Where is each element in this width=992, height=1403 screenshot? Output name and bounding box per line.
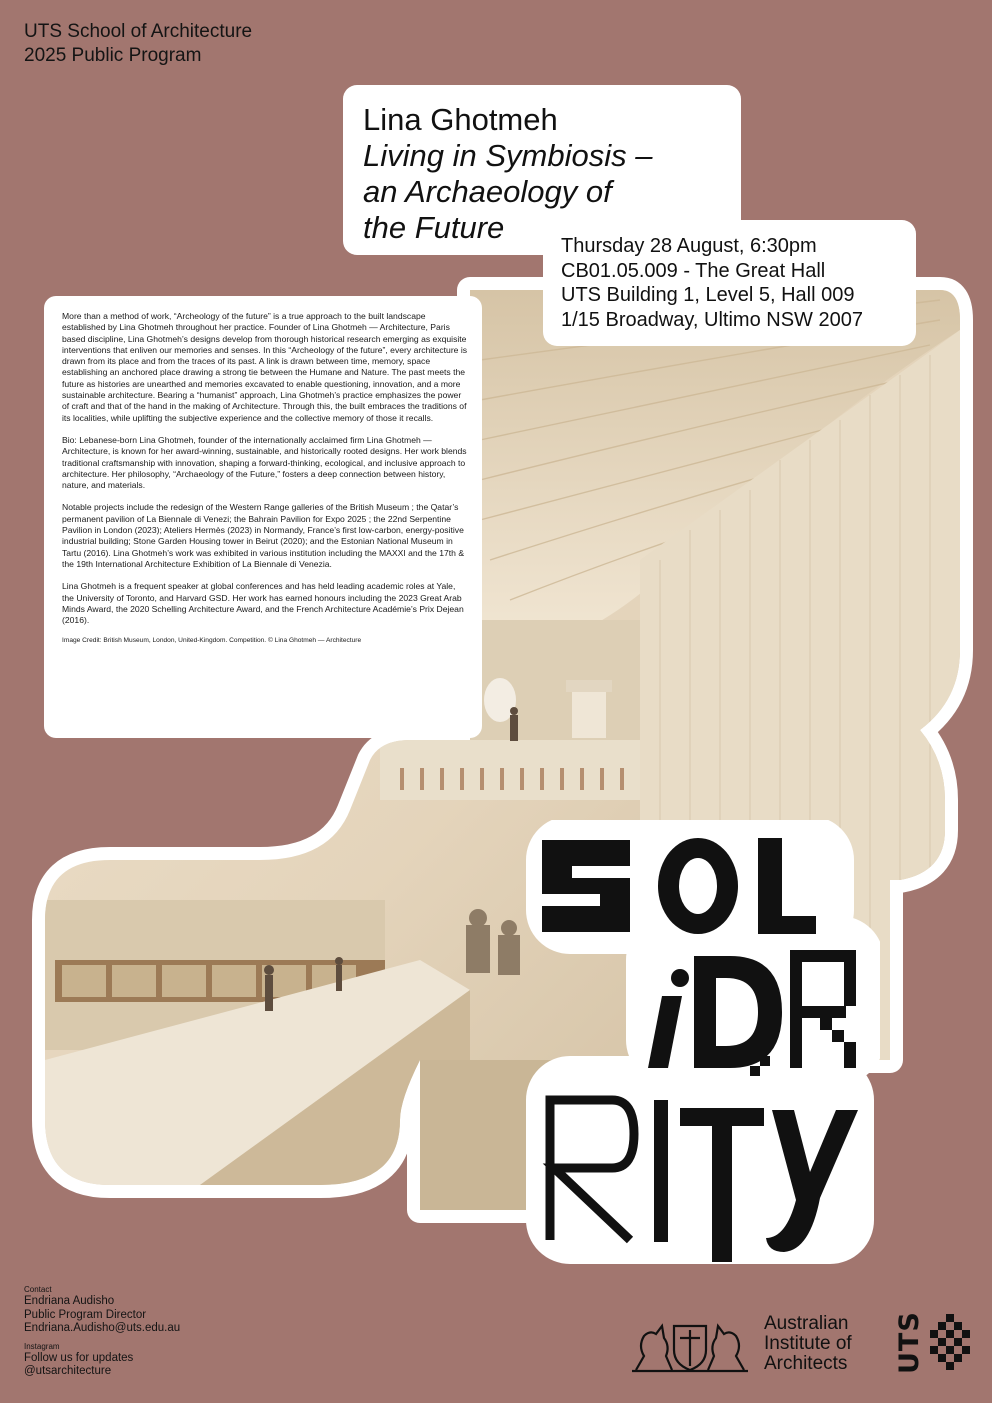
uts-logo-icon xyxy=(930,1314,970,1372)
aia-line-2: Institute of xyxy=(764,1333,852,1354)
event-building: UTS Building 1, Level 5, Hall 009 xyxy=(561,284,855,306)
image-credit: Image Credit: British Museum, London, United-Kingdom. Competition. © Lina Ghotmeh — Architecture xyxy=(62,637,362,645)
contact-label: Contact xyxy=(24,1285,52,1294)
contact-role: Public Program Director xyxy=(24,1308,147,1321)
uts-wordmark: UTS xyxy=(894,1311,925,1374)
solidarity-graphic xyxy=(520,820,880,1270)
speaker-name: Lina Ghotmeh xyxy=(363,102,558,137)
aia-wordmark xyxy=(764,1314,852,1374)
aia-crest-logo xyxy=(630,1316,750,1374)
bio-paragraph: Lina Ghotmeh is a frequent speaker at global conferences and has held leading academic roles at Yale, the University of Toronto, and Harvard GSD. Her work has earned honours including the 2023 Great Arab Minds Award, the 2020 Schelling Architecture Award, and the French Architecture Académie’s Prix Dejean (2016). xyxy=(62,581,464,626)
bio-paragraph: More than a method of work, “Archeology of the future” is a true approach to the built landscape established by Lina Ghotmeh throughout her practice. Founder of Lina Ghotmeh — Architecture, Paris based discipline, Lina Ghotmeh’s designs develop from thorough historical research emerging as exquisite interventions that enliven our memories and senses. In this “Archeology of the future”, every architecture is drawn from its place and from the traces of its past. A link is drawn between time, memory, space establishing an anchored place drawing a strong tie between the Humane and Nature. The past meets the future as histories are unearthed and memories excavated to enable questioning, innovation, and a more sustainable architecture. Bearing a “humanist” approach, Lina Ghotmeh’s practice emphasizes the power of craft and that of the hand in the making of Architecture. Through this, the built embraces the traditions of its localities, while uplifting the subjective experience and the collective memory of those it recalls. xyxy=(62,311,468,423)
program-year: 2025 Public Program xyxy=(24,45,202,66)
talk-title-line-2: an Archaeology of xyxy=(363,174,612,209)
instagram-handle[interactable]: @utsarchitecture xyxy=(24,1365,112,1377)
school-name: UTS School of Architecture xyxy=(24,21,253,42)
event-details-card xyxy=(543,220,916,346)
contact-email[interactable]: Endriana.Audisho@uts.edu.au xyxy=(24,1322,181,1334)
event-date: Thursday 28 August, 6:30pm xyxy=(561,235,817,257)
program-header xyxy=(24,20,252,68)
aia-line-1: Australian xyxy=(764,1313,849,1334)
aia-line-3: Architects xyxy=(764,1353,848,1374)
talk-title-line-1: Living in Symbiosis – xyxy=(363,138,653,173)
bio-paragraph: Bio: Lebanese-born Lina Ghotmeh, founder of the internationally acclaimed firm Lina Ghotmeh — Architecture, is known for her award-winning, sustainable, and historically rooted designs. Her work blends traditional craftsmanship with innovation, shaping a forward-thinking, ecological, and inclusive approach to architecture. Her philosophy, “Archaeology of the Future,” fosters a deep connection between history, nature, and materials. xyxy=(62,434,467,491)
event-address: 1/15 Broadway, Ultimo NSW 2007 xyxy=(561,308,863,331)
talk-title-line-3: the Future xyxy=(363,210,505,245)
event-room: CB01.05.009 - The Great Hall xyxy=(561,259,826,282)
bio-card xyxy=(44,296,482,738)
bio-paragraph: Notable projects include the redesign of the Western Range galleries of the British Museum ; the Qatar’s permanent pavilion of La Biennale di Venezi; the Bahrain Pavilion for Expo 2025 ; the 22nd Serpentine Pavilion in London (2023); Ateliers Hermès (2023) in Normandy, France’s first low-carbon, energy-positive industrial building; Stone Garden Housing tower in Beirut (2020); and the Estonian National Museum in Tartu (2016). Lina Ghotmeh’s work was exhibited in various institution including the MAXXI and the 17th & the 19th International Architecture Exhibition of La Biennale di Venezia. xyxy=(62,502,465,569)
contact-block xyxy=(24,1285,180,1379)
instagram-label: Instagram xyxy=(24,1341,60,1351)
contact-name: Endriana Audisho xyxy=(24,1295,115,1307)
follow-text: Follow us for updates xyxy=(24,1351,134,1364)
